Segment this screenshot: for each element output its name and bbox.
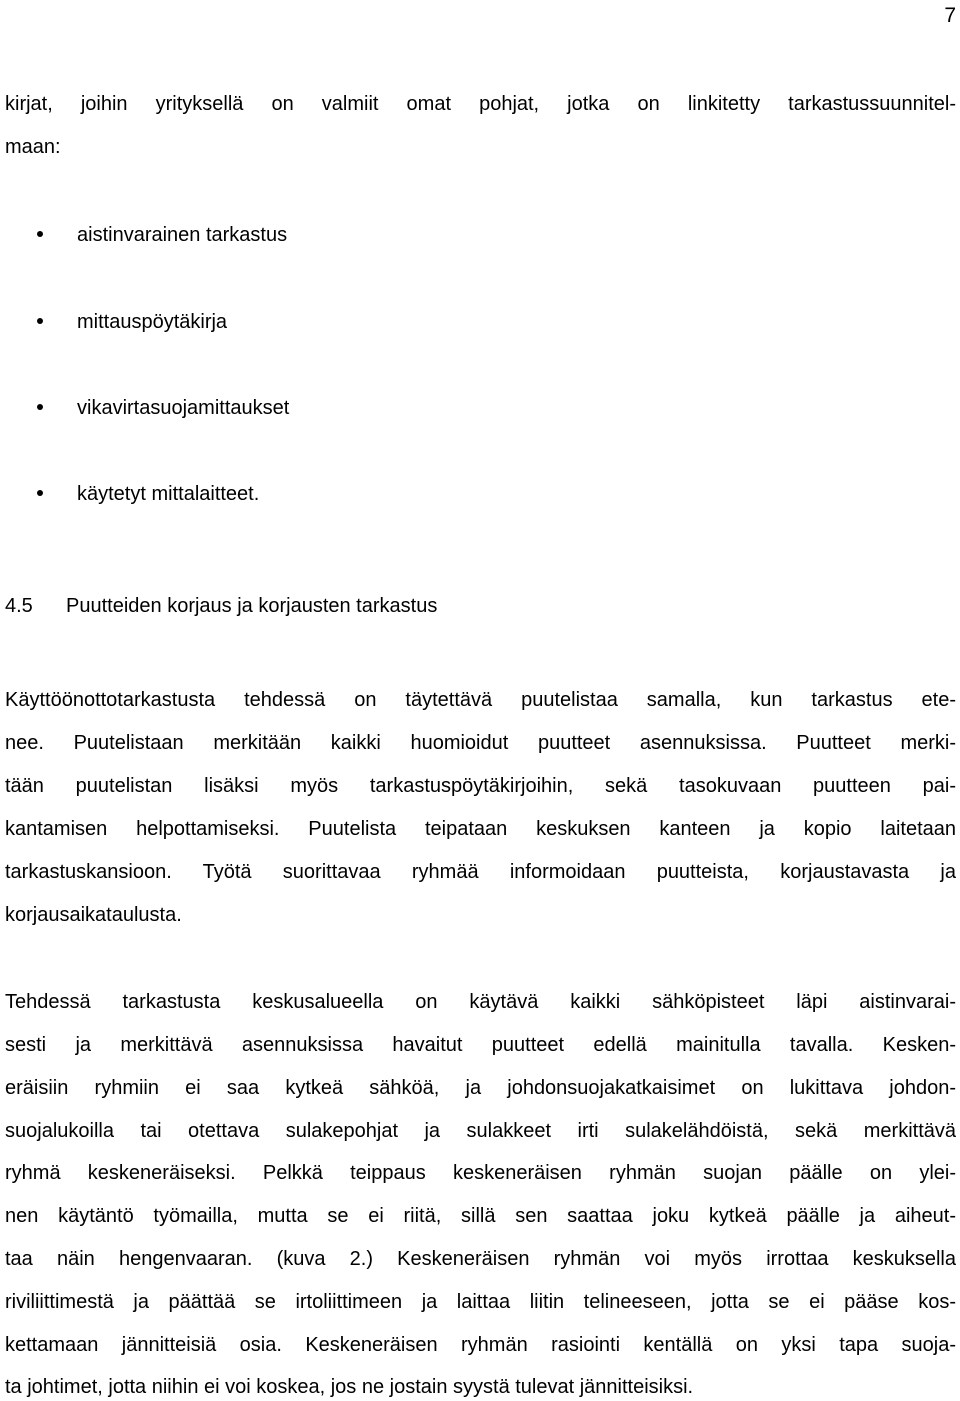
- paragraph-line: ta johtimet, jotta niihin ei voi koskea, jos ne jostain syystä tulevat jännitteisiksi.: [5, 1376, 694, 1398]
- list-item: [37, 482, 259, 506]
- paragraph-line: taa näin hengenvaaran. (kuva 2.) Keskeneräisen ryhmän voi myös irrottaa keskuksella: [5, 1248, 956, 1270]
- list-item: [37, 223, 287, 247]
- paragraph-line: tään puutelistan lisäksi myös tarkastuspöytäkirjoihin, sekä tasokuvaan puutteen pai-: [5, 775, 956, 797]
- list-item: [37, 310, 227, 334]
- paragraph-line: suojalukoilla tai otettava sulakepohjat ja sulakkeet irti sulakelähdöistä, sekä merkittävä: [5, 1120, 956, 1142]
- paragraph-line: Tehdessä tarkastusta keskusalueella on käytävä kaikki sähköpisteet läpi aistinvarai-: [5, 991, 956, 1013]
- bullet-icon: [37, 490, 43, 496]
- paragraph-line: tarkastuskansioon. Työtä suorittavaa ryhmää informoidaan puutteista, korjaustavasta ja: [5, 861, 956, 883]
- paragraph-line: ryhmä keskeneräiseksi. Pelkkä teippaus keskeneräisen ryhmän suojan päälle on ylei-: [5, 1162, 956, 1184]
- list-item-text: käytetyt mittalaitteet.: [77, 483, 260, 505]
- list-item: [37, 396, 289, 420]
- list-item-text: vikavirtasuojamittaukset: [77, 397, 290, 419]
- paragraph-line: sesti ja merkittävä asennuksissa havaitut puutteet edellä mainitulla tavalla. Kesken-: [5, 1034, 956, 1056]
- intro-line: kirjat, joihin yrityksellä on valmiit omat pohjat, jotka on linkitetty tarkastussuunnitel-: [5, 93, 956, 115]
- paragraph-line: eräisiin ryhmiin ei saa kytkeä sähköä, ja johdonsuojakatkaisimet on lukittava johdon-: [5, 1077, 956, 1099]
- paragraph-line: kettamaan jännitteisiä osia. Keskeneräisen ryhmän rasiointi kentällä on yksi tapa suoja-: [5, 1334, 956, 1356]
- paragraph-line: riviliittimestä ja päättää se irtoliittimeen ja laittaa liitin telineeseen, jotta se ei pääse kos-: [5, 1291, 956, 1313]
- paragraph-line: kantamisen helpottamiseksi. Puutelista teipataan keskuksen kanteen ja kopio laitetaan: [5, 818, 956, 840]
- section-title: Puutteiden korjaus ja korjausten tarkastus: [66, 595, 438, 617]
- bullet-icon: [37, 231, 43, 237]
- page-number: 7: [944, 4, 956, 27]
- section-heading: [5, 594, 437, 618]
- list-item-text: aistinvarainen tarkastus: [77, 224, 288, 246]
- section-number: 4.5: [5, 595, 33, 617]
- paragraph-line: nee. Puutelistaan merkitään kaikki huomioidut puutteet asennuksissa. Puutteet merki-: [5, 732, 956, 754]
- intro-line: maan:: [5, 136, 61, 158]
- paragraph-line: korjausaikataulusta.: [5, 904, 182, 926]
- bullet-icon: [37, 404, 43, 410]
- paragraph-line: Käyttöönottotarkastusta tehdessä on täytettävä puutelistaa samalla, kun tarkastus ete-: [5, 689, 956, 711]
- list-item-text: mittauspöytäkirja: [77, 311, 228, 333]
- bullet-icon: [37, 318, 43, 324]
- paragraph-line: nen käytäntö työmailla, mutta se ei riitä, sillä sen saattaa joku kytkeä päälle ja aiheut-: [5, 1205, 956, 1227]
